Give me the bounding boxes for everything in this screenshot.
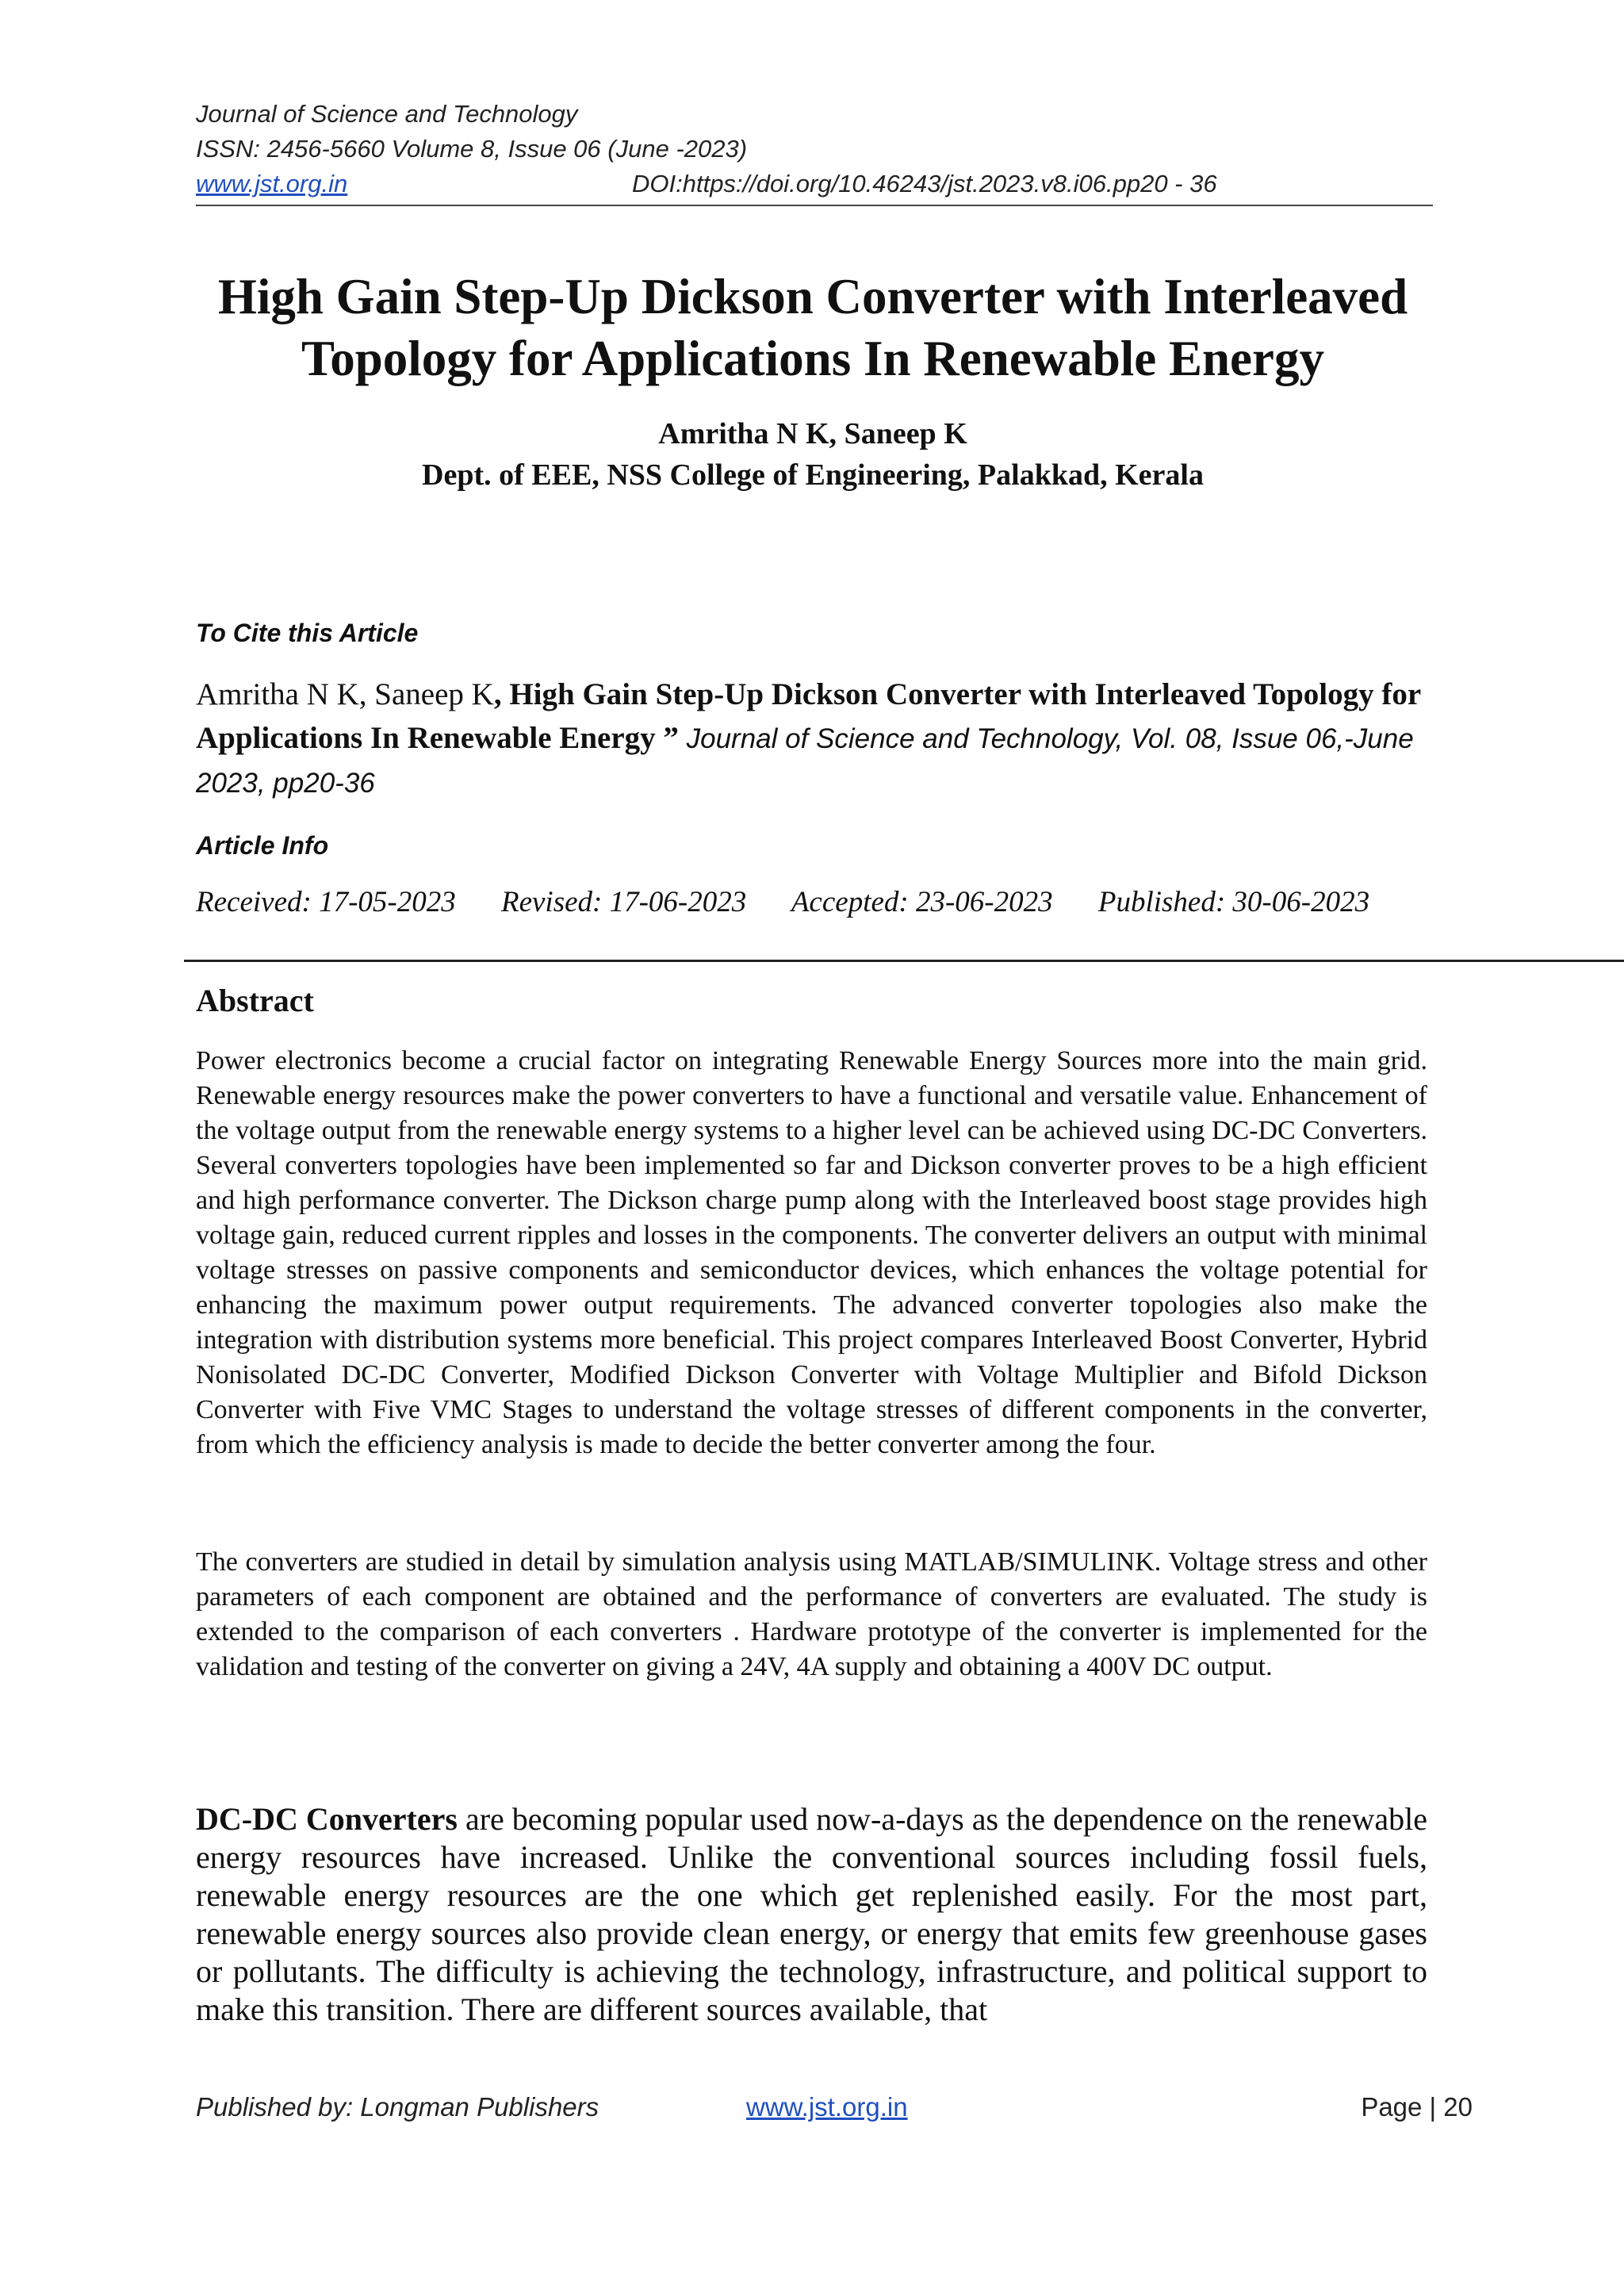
received-date: Received: 17-05-2023 <box>196 886 456 918</box>
footer-publisher: Published by: Longman Publishers <box>196 2092 599 2122</box>
cite-label: To Cite this Article <box>196 619 419 647</box>
abstract-paragraph-2: The converters are studied in detail by simulation analysis using MATLAB/SIMULINK. Voltage stress and other parameters of each component are obtained and the performance of converters are evaluated. The study is extended to the comparison of each converters . Hardware prototype of the converter is implemented for the validation and testing of the converter on giving a 24V, 4A supply and obtaining a 400V DC output. <box>196 1547 1427 1681</box>
published-date: Published: 30-06-2023 <box>1097 886 1370 918</box>
page-footer <box>196 2092 1473 2132</box>
cite-title: , High Gain Step-Up Dickson Converter with Interleaved Topology for Applications In Renewable Energy ” <box>196 677 1421 755</box>
issn-line: ISSN: 2456-5660 Volume 8, Issue 06 (June -2023) <box>196 135 748 163</box>
accepted-date: Accepted: 23-06-2023 <box>791 886 1053 918</box>
cite-authors: Amritha N K, Saneep K <box>196 677 494 711</box>
doi-text: DOI:https://doi.org/10.46243/jst.2023.v8.i06.pp20 - 36 <box>632 170 1217 197</box>
footer-website-link[interactable]: www.jst.org.in <box>746 2092 908 2122</box>
revised-date: Revised: 17-06-2023 <box>500 886 747 918</box>
page-number: Page | 20 <box>1361 2092 1473 2122</box>
header-website-link[interactable]: www.jst.org.in <box>196 170 348 197</box>
citation-text <box>196 673 1433 805</box>
paper-title: High Gain Step-Up Dickson Converter with Interleaved Topology for Applications In Renewable Energy <box>217 269 1408 386</box>
intro-lead-term: DC-DC Converters <box>196 1801 458 1837</box>
intro-text: are becoming popular used now-a-days as the dependence on the renewable energy resources have increased. Unlike the conventional sources including fossil fuels, renewable energy resources are the one which get replenished easily. For the most part, renewable energy sources also provide clean energy, or energy that emits few greenhouse gases or pollutants. The difficulty is achieving the technology, infrastructure, and political support to make this transition. There are different sources available, that <box>196 1801 1427 2027</box>
article-dates <box>196 885 1408 919</box>
intro-paragraph <box>196 1800 1427 2029</box>
author-list: Amritha N K, Saneep K <box>658 417 967 450</box>
journal-name: Journal of Science and Technology <box>196 100 578 128</box>
section-divider <box>184 960 1624 962</box>
abstract-paragraph-1: Power electronics become a crucial factor on integrating Renewable Energy Sources more into the main grid. Renewable energy resources make the power converters to have a functional and versatile value. Enhancement of the voltage output from the renewable energy systems to a higher level can be achieved using DC-DC Converters. Several converters topologies have been implemented so far and Dickson converter proves to be a high efficient and high performance converter. The Dickson charge pump along with the Interleaved boost stage provides high voltage gain, reduced current ripples and losses in the components. The converter delivers an output with minimal voltage stresses on passive components and semiconductor devices, which enhances the voltage potential for enhancing the maximum power output requirements. The advanced converter topologies also make the integration with distribution systems more beneficial. This project compares Interleaved Boost Converter, Hybrid Nonisolated DC-DC Converter, Modified Dickson Converter with Voltage Multiplier and Bifold Dickson Converter with Five VMC Stages to understand the voltage stresses of different components in the converter, from which the efficiency analysis is made to decide the better converter among the four. <box>196 1046 1427 1459</box>
cite-source: Journal of Science and Technology, Vol. 08, Issue 06,-June 2023, pp20-36 <box>196 723 1414 799</box>
header-divider <box>196 205 1433 206</box>
abstract-heading: Abstract <box>196 983 314 1018</box>
author-affiliation: Dept. of EEE, NSS College of Engineering, Palakkad, Kerala <box>422 458 1204 492</box>
article-info-label: Article Info <box>196 831 329 860</box>
running-header <box>196 97 1433 201</box>
